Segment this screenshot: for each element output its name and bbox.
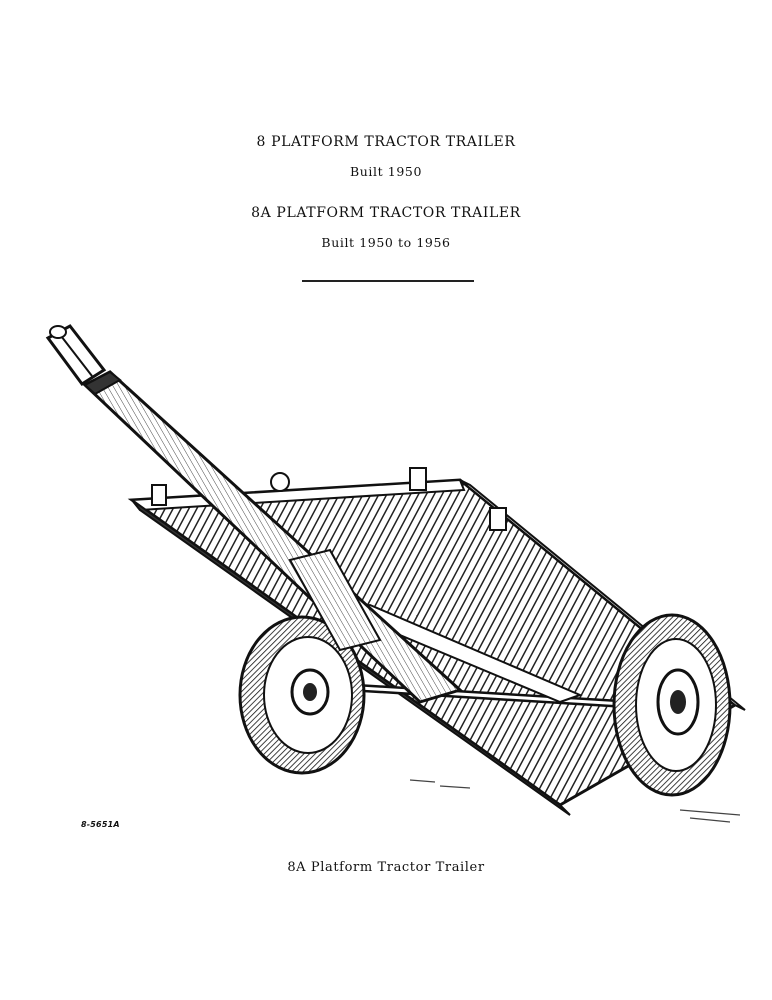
- figure-number: 8-5651A: [81, 820, 120, 829]
- right-wheel: [614, 615, 730, 795]
- model-built-8a: Built 1950 to 1956: [321, 235, 451, 250]
- model-title-8: 8 PLATFORM TRACTOR TRAILER: [256, 134, 516, 150]
- trailer-illustration: [40, 310, 750, 840]
- model-title-8a: 8A PLATFORM TRACTOR TRAILER: [251, 205, 521, 221]
- figure-caption: 8A Platform Tractor Trailer: [287, 860, 485, 875]
- model-built-8: Built 1950: [349, 164, 423, 179]
- divider-rule: [302, 280, 474, 282]
